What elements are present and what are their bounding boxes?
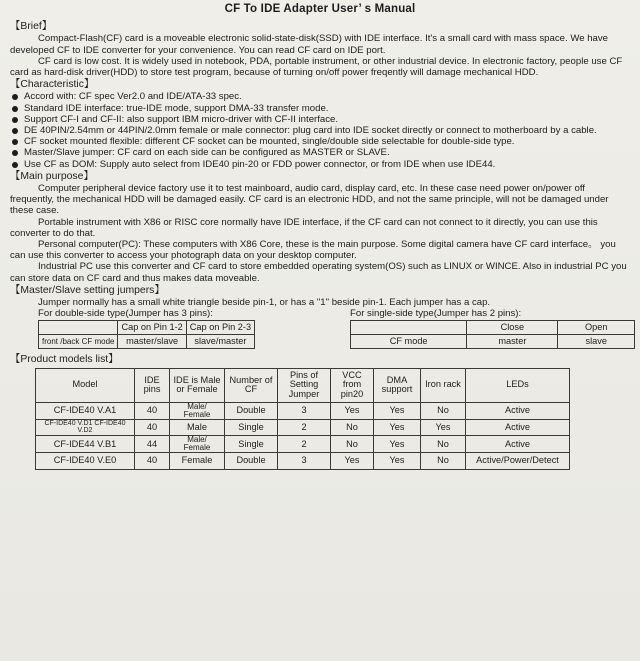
table-cell: master/slave: [118, 335, 186, 349]
table-row: [36, 419, 570, 436]
product-models-table: [35, 368, 570, 470]
characteristic-heading: 【Characteristic】: [10, 79, 95, 91]
table-cell: Active/Power/Detect: [466, 453, 570, 470]
list-item: Standard IDE interface: true-IDE mode, support DMA-33 transfer mode.: [10, 103, 630, 114]
table-cell: 2: [278, 436, 331, 453]
table-cell: Yes: [421, 419, 466, 436]
double-side-section: [10, 308, 340, 349]
table-cell: Yes: [331, 453, 374, 470]
purpose-paragraph-3: Personal computer(PC): These computers with X86 Core, these is the main purpose. Some digital camera have CF card interface。 you can use this converter to access your photograph data on your desktop computer.: [10, 239, 616, 262]
table-header-cell: Pins of Setting Jumper: [278, 368, 331, 402]
table-header-cell: VCC from pin20: [331, 368, 374, 402]
brief-paragraph-1: Compact-Flash(CF) card is a moveable electronic solid-state-disk(SSD) with IDE interface. It's a small card with mass space. We have developed CF to IDE converter for your convenience. You can read CF card on IDE port.: [10, 33, 609, 56]
table-header-cell: Open: [558, 321, 635, 335]
table-cell: slave/master: [186, 335, 254, 349]
table-cell: Single: [225, 436, 278, 453]
table-cell: Female: [170, 453, 225, 470]
table-cell: front /back CF mode: [39, 335, 118, 349]
table-cell: CF-IDE40 V.E0: [36, 453, 135, 470]
brief-paragraph-2: CF card is low cost. It is widely used in notebook, PDA, portable instrument, or other industrial device. In electronic factory, people use CF card as hard-disk driver(HDD) to store test program, because of turning on/off power freqently will damage mechanical HDD.: [10, 55, 623, 79]
list-item: Master/Slave jumper: CF card on each side can be configured as MASTER or SLAVE.: [10, 147, 630, 158]
table-row: [36, 436, 570, 453]
page-title: CF To IDE Adapter User’ s Manual: [224, 3, 416, 15]
table-cell: CF mode: [351, 335, 467, 349]
jumper-tables: [10, 308, 630, 349]
single-side-caption: For single-side type(Jumper has 2 pins):: [350, 308, 522, 320]
table-cell: CF-IDE44 V.B1: [36, 436, 135, 453]
table-cell: No: [331, 436, 374, 453]
single-side-table: [350, 320, 635, 349]
table-cell: Yes: [374, 453, 421, 470]
characteristic-list: [10, 91, 630, 169]
table-cell: Active: [466, 436, 570, 453]
table-header-cell: Cap on Pin 2-3: [186, 321, 254, 335]
table-cell: Active: [466, 419, 570, 436]
table-cell: 40: [135, 402, 170, 419]
table-cell: No: [421, 436, 466, 453]
table-cell: Male: [170, 419, 225, 436]
table-header-row: [36, 368, 570, 402]
table-cell: Single: [225, 419, 278, 436]
list-item: DE 40PIN/2.54mm or 44PIN/2.0mm female or male connector: plug card into IDE socket directly or connect to motherboard by a cable.: [10, 125, 630, 136]
table-cell: CF-IDE40 V.D1 CF-IDE40 V.D2: [36, 419, 135, 436]
table-header-cell: IDE is Male or Female: [170, 368, 225, 402]
table-header-cell: Number of CF: [225, 368, 278, 402]
table-cell: 40: [135, 419, 170, 436]
table-header-cell: Model: [36, 368, 135, 402]
table-header-cell: IDE pins: [135, 368, 170, 402]
table-cell: Male/ Female: [170, 436, 225, 453]
table-cell: Yes: [374, 402, 421, 419]
table-cell: 3: [278, 453, 331, 470]
table-cell: 40: [135, 453, 170, 470]
table-cell: Active: [466, 402, 570, 419]
jumpers-intro: Jumper normally has a small white triangle beside pin-1, or has a "1" beside pin-1. Each jumper has a cap.: [38, 297, 491, 309]
table-cell: CF-IDE40 V.A1: [36, 402, 135, 419]
table-header-cell: [351, 321, 467, 335]
list-item: Accord with: CF spec Ver2.0 and IDE/ATA-33 spec.: [10, 91, 630, 102]
list-item: Support CF-I and CF-II: also support IBM micro-driver with CF-II interface.: [10, 114, 630, 125]
table-header-cell: LEDs: [466, 368, 570, 402]
brief-heading: 【Brief】: [10, 21, 53, 33]
table-cell: Yes: [374, 436, 421, 453]
table-cell: No: [421, 402, 466, 419]
main-purpose-heading: 【Main purpose】: [10, 170, 94, 182]
list-item: Use CF as DOM: Supply auto select from IDE40 pin-20 or FDD power connector, or from IDE when use IDE44.: [10, 159, 630, 170]
table-cell: No: [421, 453, 466, 470]
table-cell: Yes: [374, 419, 421, 436]
table-row: [36, 453, 570, 470]
table-cell: master: [467, 335, 558, 349]
table-header-cell: Close: [467, 321, 558, 335]
list-item: CF socket mounted flexible: different CF socket can be mounted, single/double side selectable for double-side type.: [10, 136, 630, 147]
jumpers-heading: 【Master/Slave setting jumpers】: [10, 284, 165, 296]
purpose-paragraph-4: Industrial PC use this converter and CF card to store embedded operating system(OS) such as LINUX or WINCE. Also in industrial PC you can store data on CF card and thus makes data moveable.: [10, 261, 627, 284]
table-cell: Double: [225, 453, 278, 470]
table-cell: Yes: [331, 402, 374, 419]
table-cell: slave: [558, 335, 635, 349]
single-side-section: [340, 308, 635, 349]
purpose-paragraph-1: Computer peripheral device factory use it to test mainboard, audio card, display card, etc. In these case need power on/power off frequently, the mechanical HDD will be damaged easily. CF card is an electronic HDD, and not the same principle, will not be damaged under these case.: [10, 183, 609, 217]
table-header-cell: [39, 321, 118, 335]
table-cell: No: [331, 419, 374, 436]
double-side-table: [38, 320, 255, 349]
table-cell: 3: [278, 402, 331, 419]
table-cell: Double: [225, 402, 278, 419]
double-side-caption: For double-side type(Jumper has 3 pins):: [38, 308, 213, 320]
table-cell: 2: [278, 419, 331, 436]
purpose-paragraph-2: Portable instrument with X86 or RISC core normally have IDE interface, if the CF card can not connect to it directly, you can use this converter to do that.: [10, 216, 598, 239]
table-cell: 44: [135, 436, 170, 453]
table-header-cell: DMA support: [374, 368, 421, 402]
table-row: [36, 402, 570, 419]
table-header-cell: Iron rack: [421, 368, 466, 402]
table-header-cell: Cap on Pin 1-2: [118, 321, 186, 335]
table-cell: Male/ Female: [170, 402, 225, 419]
products-heading: 【Product models list】: [10, 354, 119, 366]
